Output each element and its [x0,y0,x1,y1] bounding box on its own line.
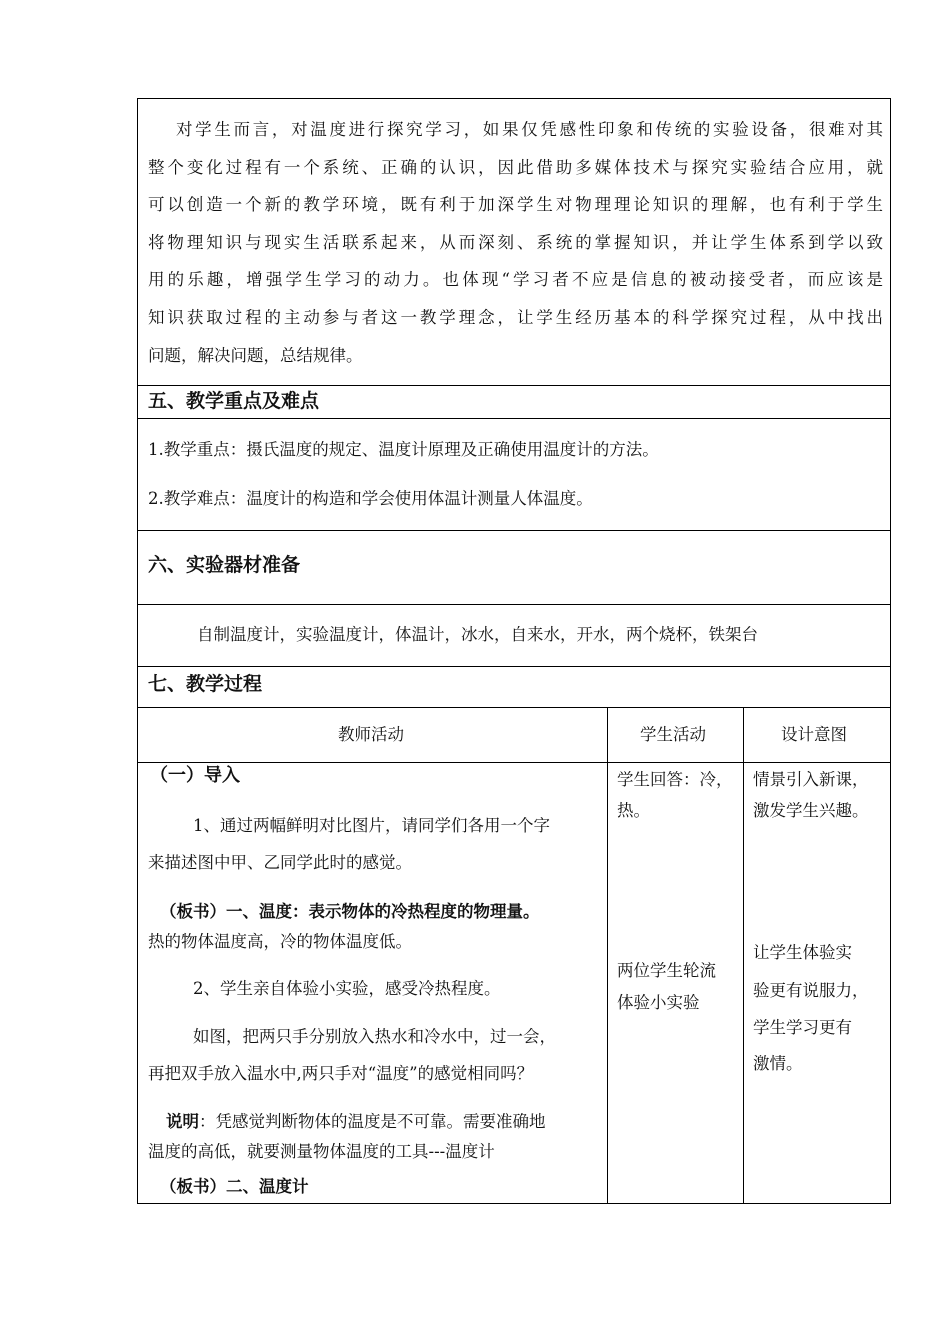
column-header-teacher: 教师活动 [338,725,404,744]
row-divider [137,530,891,531]
key-point: 1.教学重点：摄氏温度的规定、温度计原理及正确使用温度计的方法。 [148,440,659,459]
design-intent: 情景引入新课， [753,770,869,789]
intro-line: 可以创造一个新的教学环境，既有利于加深学生对物理理论知识的理解，也有利于学生 [148,195,883,215]
note-text: 温度的高低，就要测量物体温度的工具---温度计 [148,1142,495,1161]
row-divider [137,604,891,605]
column-divider [607,707,608,1204]
student-activity: 热。 [617,801,650,820]
design-intent: 验更有说服力， [753,981,869,1000]
design-intent: 激发学生兴趣。 [753,801,869,820]
note-label: 说明 [166,1112,199,1131]
intro-line: 问题，解决问题，总结规律。 [148,345,363,365]
intro-paragraph [148,111,883,374]
note-text [166,1114,546,1131]
difficulty-point: 2.教学难点：温度计的构造和学会使用体温计测量人体温度。 [148,489,593,508]
column-header-intent: 设计意图 [781,725,847,744]
row-divider [137,666,891,667]
part-title: （一）导入 [150,765,240,786]
step-text: 热的物体温度高，冷的物体温度低。 [148,932,412,951]
intro-line: 整个变化过程有一个系统、正确的认识，因此借助多媒体技术与探究实验结合应用，就 [148,157,883,177]
section-heading: 五、教学重点及难点 [148,390,320,412]
design-intent: 激情。 [753,1054,803,1073]
row-divider [137,385,891,386]
note-body: ：凭感觉判断物体的温度是不可靠。需要准确地 [199,1112,546,1131]
section-heading: 七、教学过程 [148,673,263,695]
board-note: （板书）一、温度：表示物体的冷热程度的物理量。 [160,902,540,921]
student-activity: 两位学生轮流 [617,961,716,980]
board-note: （板书）二、温度计 [160,1177,309,1196]
materials-list: 自制温度计，实验温度计，体温计，冰水，自来水，开水，两个烧杯，铁架台 [197,625,758,644]
student-activity: 学生回答：冷， [617,770,733,789]
design-intent: 学生学习更有 [753,1018,852,1037]
intro-line: 对学生而言，对温度进行探究学习，如果仅凭感性印象和传统的实验设备，很难对其 [176,120,883,139]
row-divider [137,418,891,419]
step-text: 2、学生亲自体验小实验，感受冷热程度。 [193,979,501,998]
step-text: 来描述图中甲、乙同学此时的感觉。 [148,853,412,872]
section-heading: 六、实验器材准备 [148,554,301,576]
design-intent: 让学生体验实 [753,943,852,962]
row-divider [137,707,891,708]
step-text: 如图，把两只手分别放入热水和冷水中，过一会， [193,1027,556,1046]
column-divider [743,707,744,1204]
step-text: 1、通过两幅鲜明对比图片，请同学们各用一个字 [193,816,550,835]
intro-line: 将物理知识与现实生活联系起来，从而深刻、系统的掌握知识，并让学生体系到学以致 [148,232,883,252]
row-divider [137,762,891,763]
intro-line: 知识获取过程的主动参与者这一教学理念，让学生经历基本的科学探究过程，从中找出 [148,307,883,327]
step-text: 再把双手放入温水中,两只手对“温度”的感觉相同吗？ [148,1064,534,1083]
column-header-student: 学生活动 [640,725,706,744]
intro-line: 用的乐趣，增强学生学习的动力。也体现“学习者不应是信息的被动接受者，而应该是 [148,270,883,290]
student-activity: 体验小实验 [617,993,700,1012]
